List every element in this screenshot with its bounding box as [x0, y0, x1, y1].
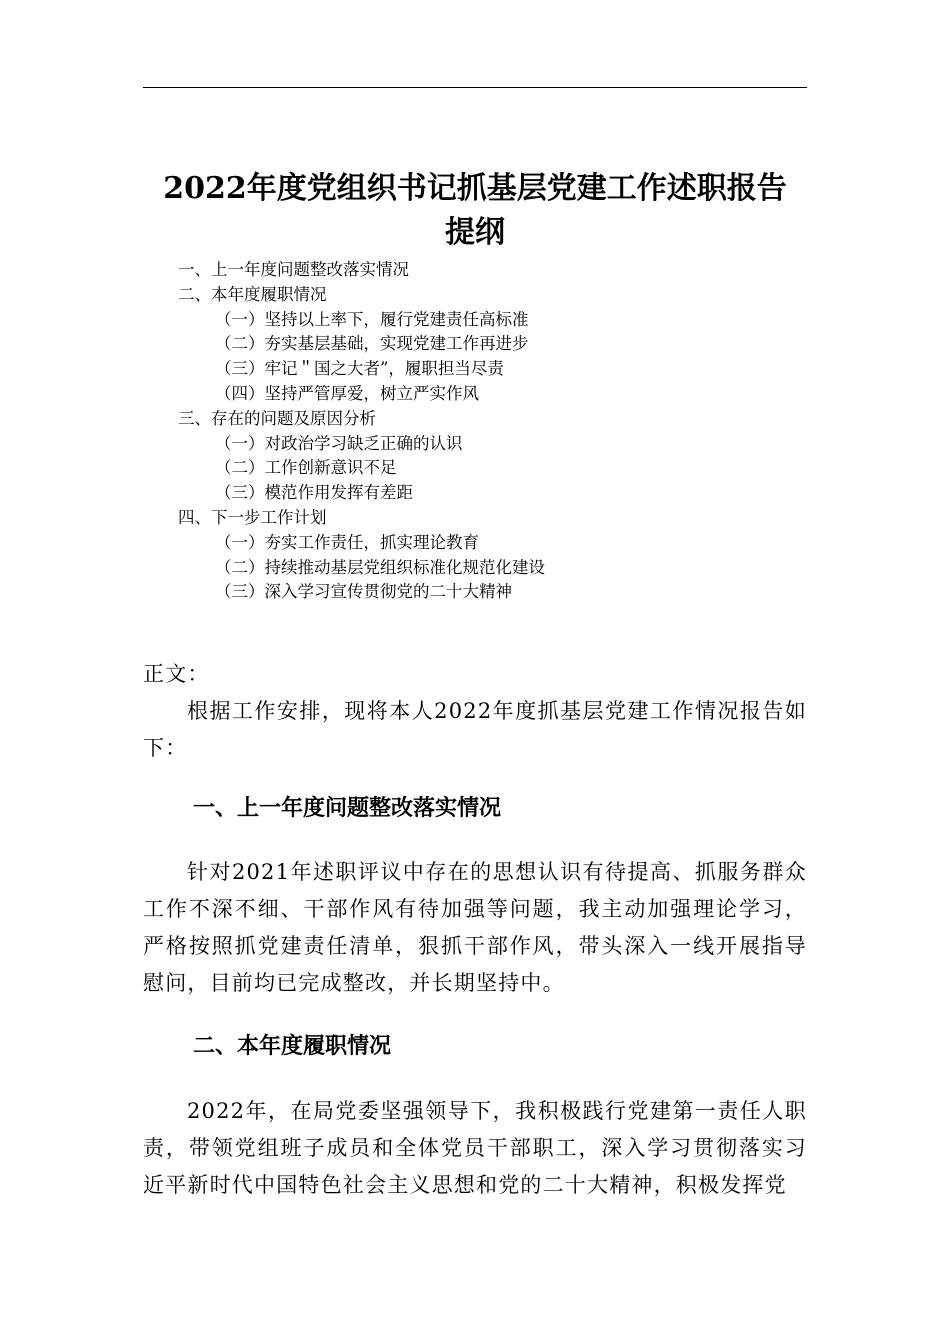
section-heading-2: 二、本年度履职情况 [193, 1034, 392, 1059]
outline-subitem: （三）深入学习宣传贯彻党的二十大精神 [215, 582, 512, 602]
outline-section: 二、本年度履职情况 [178, 284, 327, 304]
body-label: 正文： [143, 662, 210, 686]
intro-paragraph: 根据工作安排，现将本人2022年度抓基层党建工作情况报告如下： [143, 699, 807, 760]
outline-subitem: （四）坚持严管厚爱，树立严实作风 [215, 383, 479, 403]
section-heading-1: 一、上一年度问题整改落实情况 [193, 796, 502, 821]
outline-subitem: （二）持续推动基层党组织标准化规范化建设 [215, 557, 545, 577]
outline-subitem: （一）对政治学习缺乏正确的认识 [215, 433, 463, 453]
outline-section: 三、存在的问题及原因分析 [178, 408, 376, 428]
outline [143, 258, 807, 605]
outline-section: 一、上一年度问题整改落实情况 [178, 260, 409, 279]
section-2-paragraph: 2022年，在局党委坚强领导下，我积极践行党建第一责任人职责，带领党组班子成员和全体党员干部职工，深入学习贯彻落实习近平新时代中国特色社会主义思想和党的二十大精神，积极发挥党 [143, 1099, 807, 1197]
outline-subitem: （三）模范作用发挥有差距 [215, 483, 413, 503]
outline-section: 四、下一步工作计划 [178, 507, 327, 527]
outline-subitem: （二）工作创新意识不足 [215, 458, 397, 478]
section-1-paragraph: 针对2021年述职评议中存在的思想认识有待提高、抓服务群众工作不深不细、干部作风有待加强等问题，我主动加强理论学习，严格按照抓党建责任清单，狠抓干部作风，带头深入一线开展指导慰问，目前均已完成整改，并长期坚持中。 [143, 860, 807, 995]
outline-subitem: （一）夯实工作责任，抓实理论教育 [215, 532, 479, 552]
outline-subitem: （二）夯实基层基础，实现党建工作再进步 [215, 334, 529, 354]
outline-subitem: （一）坚持以上率下，履行党建责任高标准 [215, 309, 529, 329]
outline-subitem: （三）牢记＂国之大者”，履职担当尽责 [215, 359, 504, 379]
document-title-line1: 2022年度党组织书记抓基层党建工作述职报告 [163, 171, 787, 206]
header-rule [143, 87, 807, 88]
document-title-line2: 提纲 [445, 215, 505, 250]
